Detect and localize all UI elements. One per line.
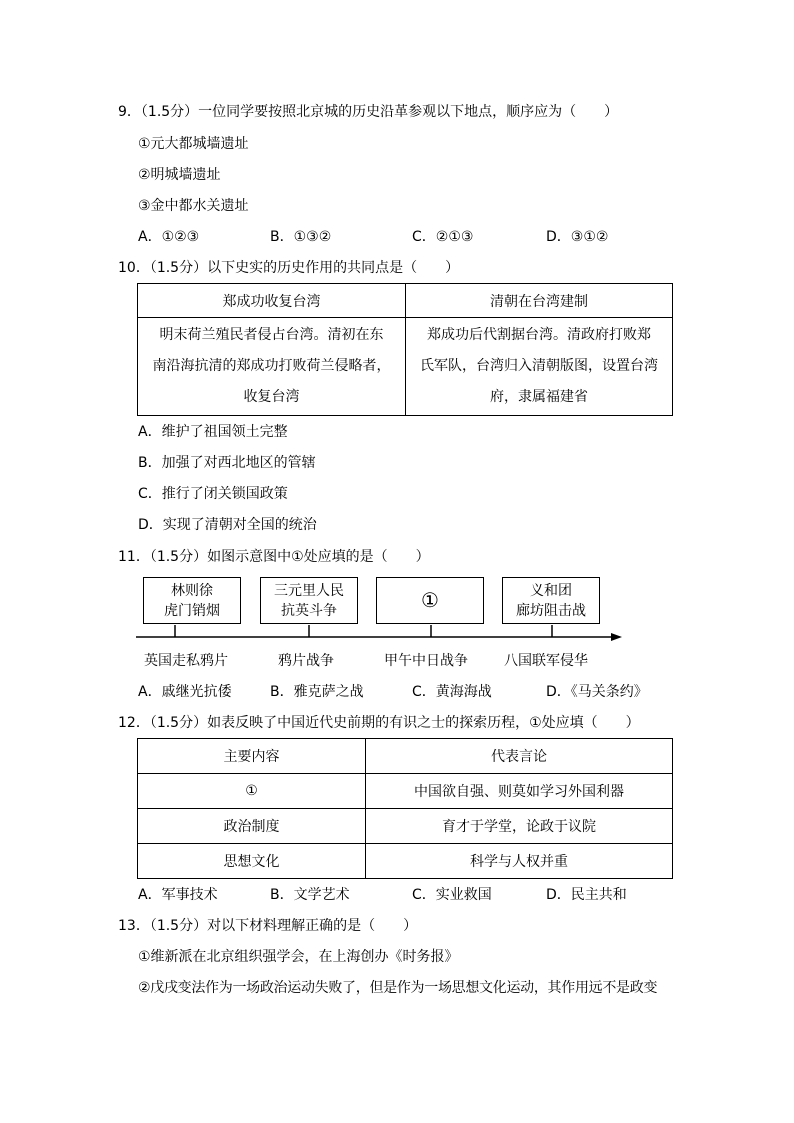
- timeline-box-4: [502, 577, 600, 624]
- q10-option-c: C．推行了闭关锁国政策: [138, 486, 288, 502]
- q9-option-c: C．②①③: [412, 229, 474, 245]
- q13-item-2: ②戊戌变法作为一场政治运动失败了，但是作为一场思想文化运动，其作用远不是政变: [138, 980, 658, 996]
- q12-stem: 12．（1.5分）如表反映了中国近代史前期的有识之士的探索历程，①处应填（ ）: [118, 715, 640, 731]
- q10-table: [137, 283, 673, 416]
- q10-header-left: 郑成功收复台湾: [138, 284, 406, 318]
- timeline-box-1: [143, 577, 241, 624]
- q12-cell: 育才于学堂，论政于议院: [366, 809, 673, 844]
- q12-table: [137, 738, 673, 879]
- q10-right-line: 府，隶属福建省: [490, 389, 588, 405]
- timeline-box-text: 虎门销烟: [164, 603, 220, 619]
- q10-left-line: 收复台湾: [243, 389, 300, 405]
- timeline-box-text: 义和团: [530, 583, 572, 599]
- q13-stem: 13．（1.5分）对以下材料理解正确的是（ ）: [118, 918, 418, 934]
- q11-stem: 11．（1.5分）如图示意图中①处应填的是（ ）: [118, 549, 430, 565]
- timeline-axis: [130, 620, 630, 650]
- q10-stem: 10．（1.5分）以下史实的历史作用的共同点是（ ）: [118, 260, 460, 276]
- timeline-box-text: 抗英斗争: [281, 603, 337, 619]
- q9-item-1: ①元大都城墙遗址: [138, 136, 249, 152]
- q11-option-a: A．戚继光抗倭: [138, 684, 232, 700]
- q13-item-1: ①维新派在北京组织强学会，在上海创办《时务报》: [138, 949, 459, 965]
- q12-cell: ①: [138, 774, 366, 809]
- q10-left-line: 南沿海抗清的郑成功打败荷兰侵略者，: [152, 358, 391, 374]
- timeline-box-text: 廊坊阻击战: [516, 603, 586, 619]
- q10-cell-right: [406, 318, 673, 416]
- q9-option-d: D．③①②: [546, 229, 609, 245]
- timeline-box-2: [260, 577, 358, 624]
- timeline-box-text: 三元里人民: [274, 583, 344, 599]
- timeline-label-4: 八国联军侵华: [504, 653, 588, 669]
- q11-option-d: D．《马关条约》: [546, 684, 648, 700]
- timeline-label-2: 鸦片战争: [278, 653, 334, 669]
- q10-option-b: B．加强了对西北地区的管辖: [138, 455, 316, 471]
- q12-cell: 政治制度: [138, 809, 366, 844]
- q10-right-line: 郑成功后代割据台湾。清政府打败郑: [427, 327, 651, 343]
- q9-option-b: B．①③②: [270, 229, 332, 245]
- timeline-box-3: [376, 577, 484, 624]
- q12-cell: 思想文化: [138, 844, 366, 879]
- timeline-label-1: 英国走私鸦片: [144, 653, 228, 669]
- q12-option-b: B．文学艺术: [270, 887, 350, 903]
- q12-cell: 中国欲自强、则莫如学习外国利器: [366, 774, 673, 809]
- timeline-box-text: 林则徐: [171, 583, 213, 599]
- q9-stem: 9．（1.5分）一位同学要按照北京城的历史沿革参观以下地点，顺序应为（ ）: [118, 104, 619, 120]
- q9-item-3: ③金中都水关遗址: [138, 198, 249, 214]
- q10-left-line: 明末荷兰殖民者侵占台湾。清初在东: [159, 327, 384, 343]
- q9-item-2: ②明城墙遗址: [138, 167, 221, 183]
- timeline-label-3: 甲午中日战争: [384, 653, 468, 669]
- timeline-arrowhead: [611, 633, 622, 641]
- q11-option-b: B．雅克萨之战: [270, 684, 364, 700]
- q12-option-d: D．民主共和: [546, 887, 627, 903]
- q10-right-line: 氏军队，台湾归入清朝版图，设置台湾: [420, 358, 658, 374]
- timeline-box-blank: ①: [421, 588, 439, 612]
- q10-header-right: 清朝在台湾建制: [406, 284, 673, 318]
- q10-cell-left: [138, 318, 406, 416]
- q10-option-a: A．维护了祖国领土完整: [138, 424, 288, 440]
- q12-cell: 科学与人权并重: [366, 844, 673, 879]
- q10-option-d: D．实现了清朝对全国的统治: [138, 517, 317, 533]
- q12-header-quote: 代表言论: [366, 739, 673, 774]
- q12-option-a: A．军事技术: [138, 887, 218, 903]
- q9-option-a: A．①②③: [138, 229, 200, 245]
- q12-option-c: C．实业救国: [412, 887, 492, 903]
- q12-header-content: 主要内容: [138, 739, 366, 774]
- q11-option-c: C．黄海海战: [412, 684, 492, 700]
